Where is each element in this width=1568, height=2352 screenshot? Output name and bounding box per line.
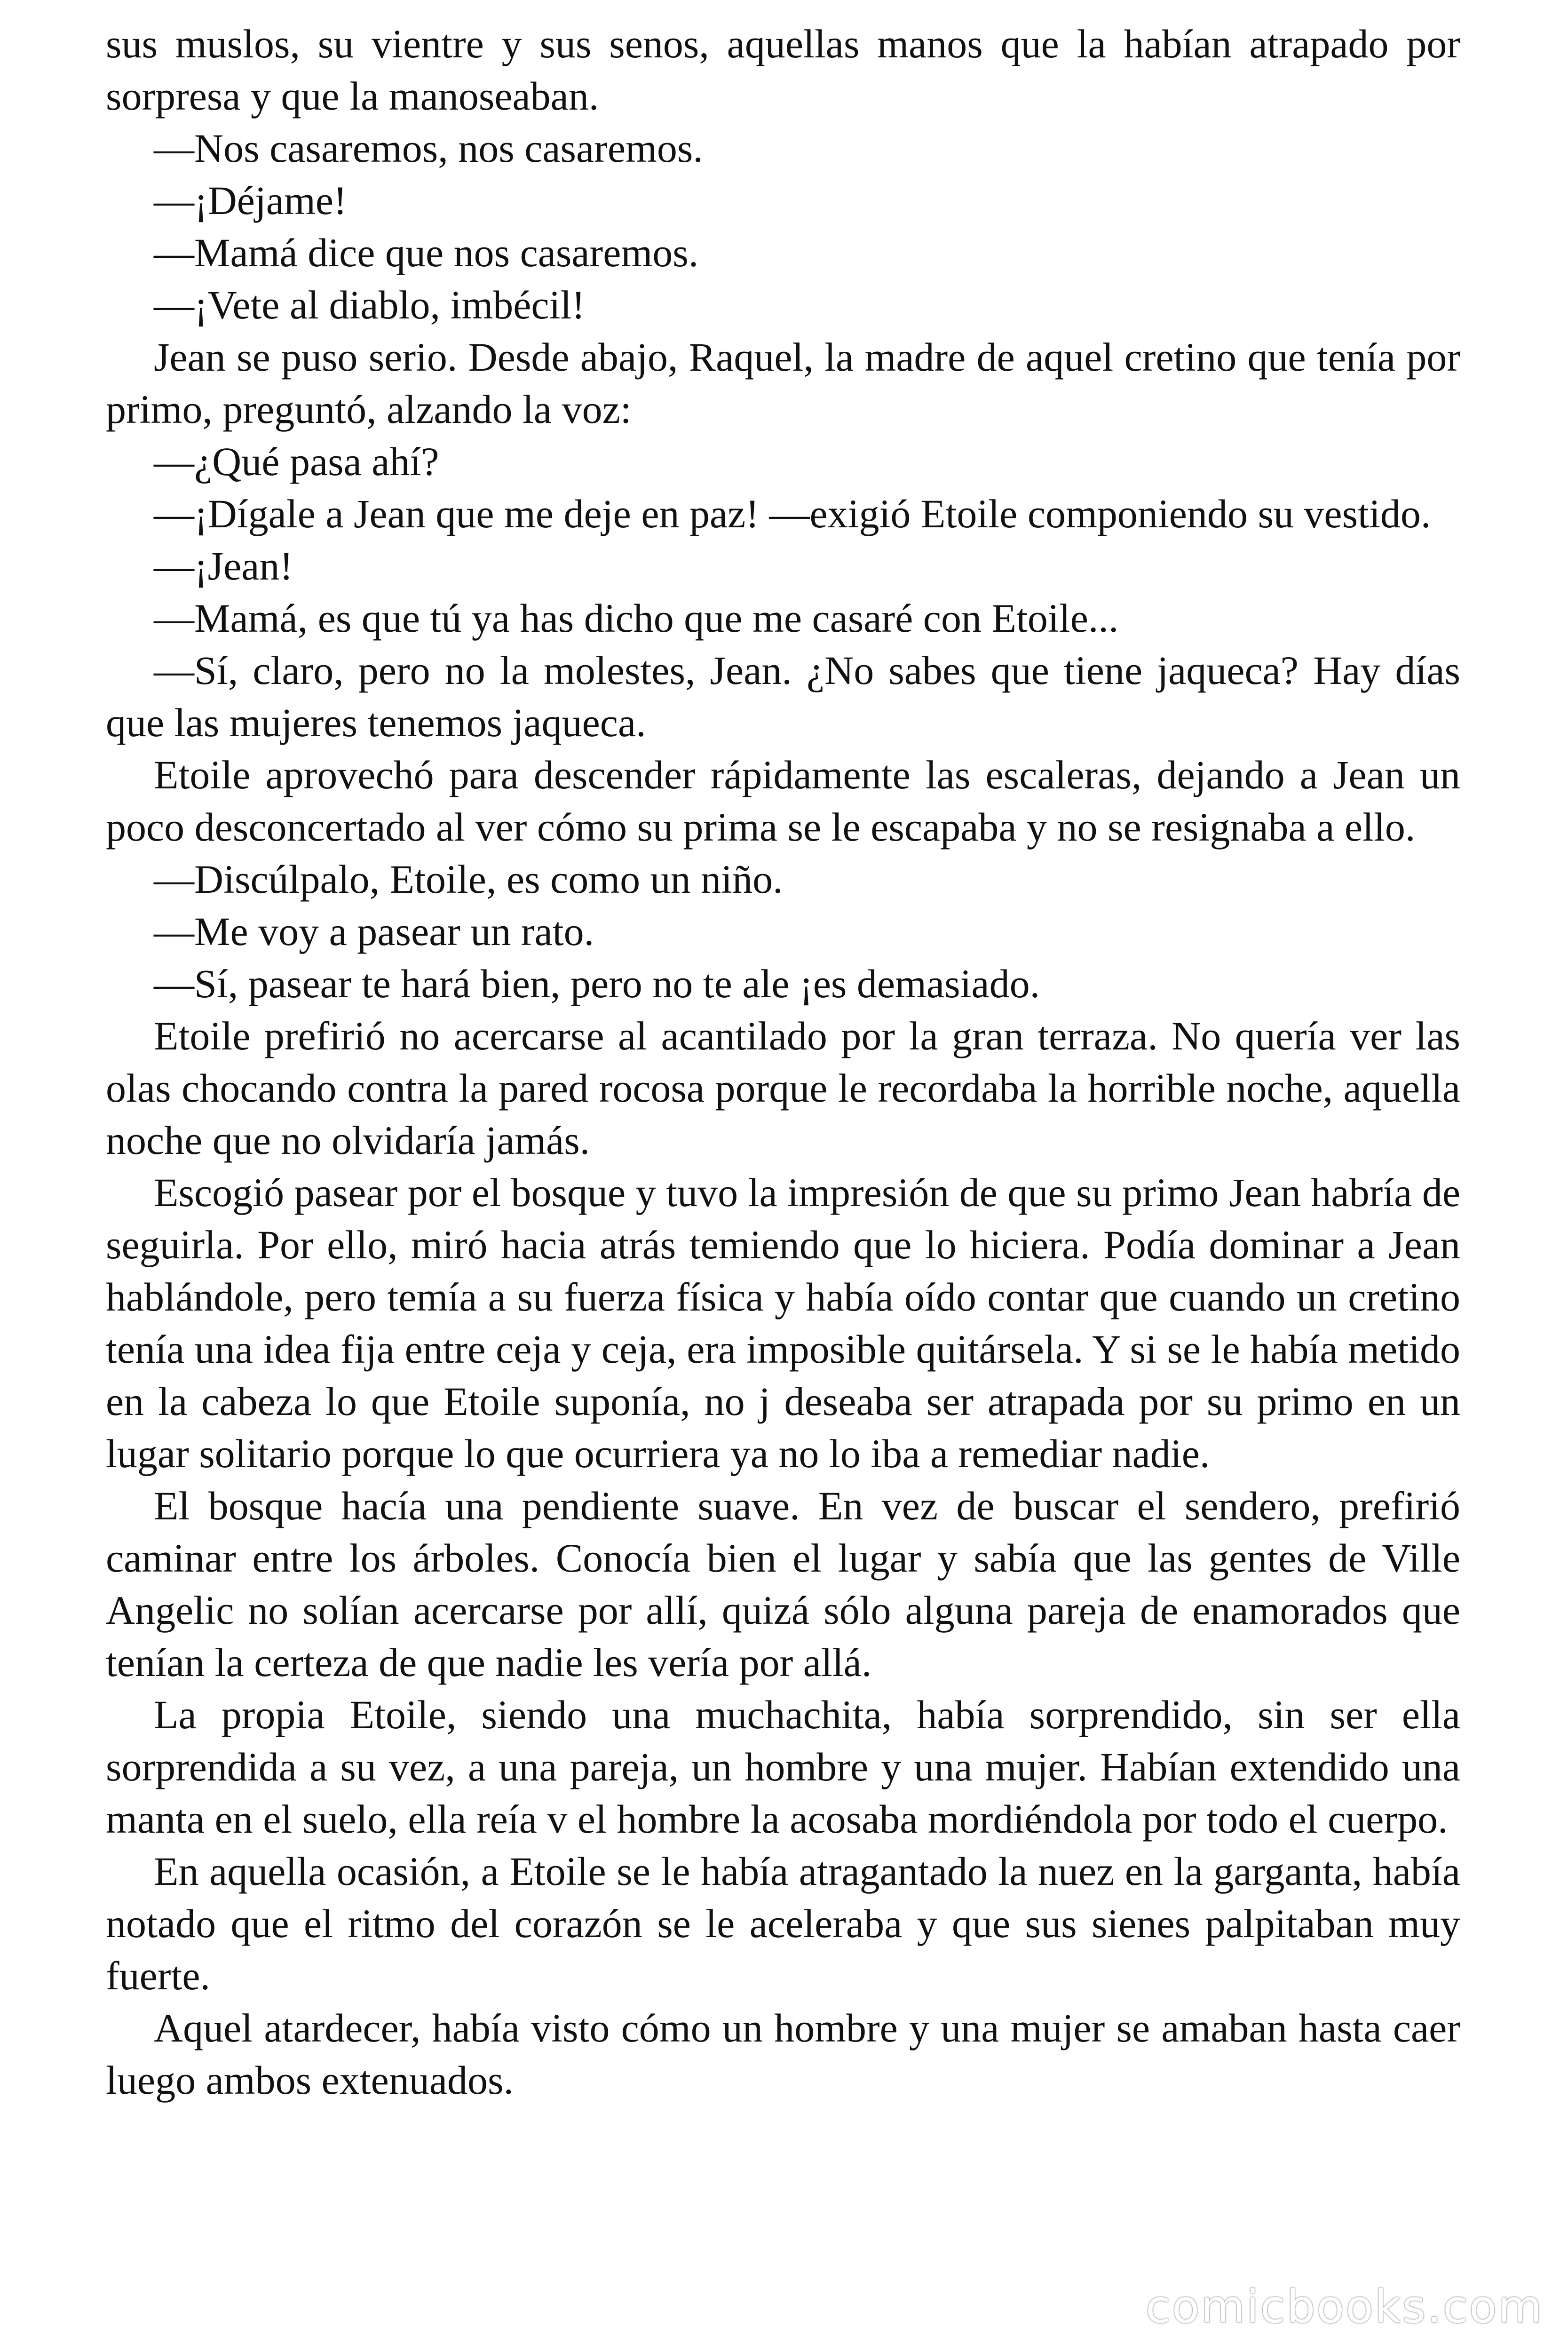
paragraph: Etoile aprovechó para descender rápidamente las escaleras, dejando a Jean un poco desconcertado al ver cómo su prima se le escapaba y no se resignaba a ello. xyxy=(106,752,1460,850)
page-text xyxy=(106,18,1460,2106)
paragraph: Escogió pasear por el bosque y tuvo la impresión de que su primo Jean habría de seguirla. Por ello, miró hacia atrás temiendo que lo hiciera. Podía dominar a Jean hablándole, pero temía a su fuerza física y había oído contar que cuando un cretino tenía una idea fija entre ceja y ceja, era imposible quitársela. Y si se le había metido en la cabeza lo que Etoile suponía, no j deseaba ser atrapada por su primo en un lugar solitario porque lo que ocurriera ya no lo iba a remediar nadie. xyxy=(106,1170,1460,1476)
paragraph: Jean se puso serio. Desde abajo, Raquel, la madre de aquel cretino que tenía por primo, preguntó, alzando la voz: xyxy=(106,334,1460,432)
paragraph: —¡Vete al diablo, imbécil! xyxy=(154,282,586,327)
paragraph: —Discúlpalo, Etoile, es como un niño. xyxy=(154,857,783,902)
paragraph: —¡Jean! xyxy=(154,543,293,588)
paragraph: La propia Etoile, siendo una muchachita, había sorprendido, sin ser ella sorprendida a su vez, a una pareja, un hombre y una mujer. Habían extendido una manta en el suelo, ella reía v el hombre la acosaba mordiéndola por todo el cuerpo. xyxy=(106,1692,1460,1842)
paragraph: —Nos casaremos, nos casaremos. xyxy=(154,126,703,171)
paragraph: El bosque hacía una pendiente suave. En vez de buscar el sendero, prefirió caminar entre los árboles. Conocía bien el lugar y sabía que las gentes de Ville Angelic no solían acercarse por allí, quizá sólo alguna pareja de enamorados que tenían la certeza de que nadie les vería por allá. xyxy=(106,1483,1460,1685)
paragraph: —Sí, pasear te hará bien, pero no te ale ¡es demasiado. xyxy=(154,961,1040,1006)
paragraph: —¡Déjame! xyxy=(154,178,347,223)
paragraph: —Me voy a pasear un rato. xyxy=(154,909,594,954)
paragraph: sus muslos, su vientre y sus senos, aquellas manos que la habían atrapado por sorpresa y que la manoseaban. xyxy=(106,21,1460,119)
paragraph: Aquel atardecer, había visto cómo un hombre y una mujer se amaban hasta caer luego ambos extenuados. xyxy=(106,2005,1460,2103)
paragraph: —Mamá, es que tú ya has dicho que me casaré con Etoile... xyxy=(154,596,1119,641)
paragraph: Etoile prefirió no acercarse al acantilado por la gran terraza. No quería ver las olas chocando contra la pared rocosa porque le recordaba la horrible noche, aquella noche que no olvidaría jamás. xyxy=(106,1013,1460,1163)
watermark: comicbooks.com xyxy=(1145,2280,1544,2333)
paragraph: —¿Qué pasa ahí? xyxy=(154,439,439,484)
paragraph: En aquella ocasión, a Etoile se le había atragantado la nuez en la garganta, había notado que el ritmo del corazón se le aceleraba y que sus sienes palpitaban muy fuerte. xyxy=(106,1849,1460,1998)
paragraph: —Mamá dice que nos casaremos. xyxy=(154,230,699,275)
paragraph: —¡Dígale a Jean que me deje en paz! —exigió Etoile componiendo su vestido. xyxy=(154,491,1431,536)
paragraph: —Sí, claro, pero no la molestes, Jean. ¿No sabes que tiene jaqueca? Hay días que las mujeres tenemos jaqueca. xyxy=(106,648,1460,745)
